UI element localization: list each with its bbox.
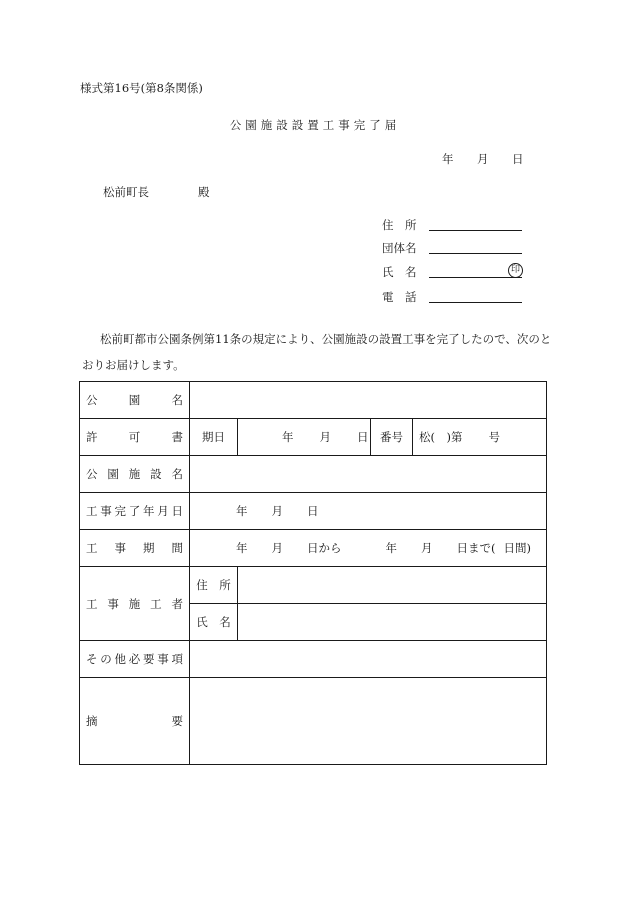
- table-row-other: [80, 641, 547, 678]
- park-name-label: 公 園 名: [80, 382, 190, 419]
- contractor-address-label: 住 所: [190, 567, 238, 604]
- contractor-address-field[interactable]: [238, 567, 547, 604]
- addressee-honorific: 殿: [198, 185, 210, 199]
- applicant-org-label: 団体名: [382, 241, 417, 255]
- form-number: 様式第16号(第8条関係): [80, 81, 203, 95]
- other-field[interactable]: [190, 641, 547, 678]
- applicant-phone-field[interactable]: [429, 288, 522, 303]
- report-table: [79, 381, 547, 765]
- table-row-park-name: [80, 382, 547, 419]
- contractor-name-field[interactable]: [238, 604, 547, 641]
- table-row-permit: [80, 419, 547, 456]
- addressee-name: 松前町長: [103, 185, 149, 199]
- table-row-contractor-address: [80, 567, 547, 604]
- permit-number-label: 番号: [371, 419, 413, 456]
- body-text: 松前町都市公園条例第11条の規定により、公園施設の設置工事を完了したので、次のとおりお届けします。: [82, 332, 552, 372]
- applicant-address-label: 住 所: [382, 218, 417, 232]
- remarks-field[interactable]: [190, 678, 547, 765]
- facility-name-field[interactable]: [190, 456, 547, 493]
- date-year-label: 年: [442, 152, 454, 166]
- facility-name-label: 公 園 施 設 名: [80, 456, 190, 493]
- permit-number-field[interactable]: 松( )第 号: [413, 419, 547, 456]
- table-row-facility-name: [80, 456, 547, 493]
- table-row-completion-date: [80, 493, 547, 530]
- completion-date-field[interactable]: 年 月 日: [190, 493, 547, 530]
- period-field[interactable]: 年 月 日から 年 月 日まで( 日間): [190, 530, 547, 567]
- completion-date-label: 工 事 完 了 年 月 日: [80, 493, 190, 530]
- table-row-remarks: [80, 678, 547, 765]
- date-month-label: 月: [477, 152, 489, 166]
- applicant-org-field[interactable]: [429, 239, 522, 254]
- remarks-label: 摘 要: [80, 678, 190, 765]
- seal-mark: 印: [508, 263, 523, 278]
- date-day-label: 日: [512, 152, 524, 166]
- document-title: 公園施設設置工事完了届: [229, 118, 401, 132]
- permit-label: 許 可 書: [80, 419, 190, 456]
- applicant-phone-label: 電 話: [382, 290, 417, 304]
- period-label: 工 事 期 間: [80, 530, 190, 567]
- contractor-label: 工 事 施 工 者: [80, 567, 190, 641]
- contractor-name-label: 氏 名: [190, 604, 238, 641]
- table-row-period: [80, 530, 547, 567]
- applicant-address-field[interactable]: [429, 216, 522, 231]
- park-name-field[interactable]: [190, 382, 547, 419]
- permit-date-field[interactable]: 年 月 日: [238, 419, 371, 456]
- applicant-name-label: 氏 名: [382, 265, 417, 279]
- other-label: そ の 他 必 要 事 項: [80, 641, 190, 678]
- permit-date-label: 期日: [190, 419, 238, 456]
